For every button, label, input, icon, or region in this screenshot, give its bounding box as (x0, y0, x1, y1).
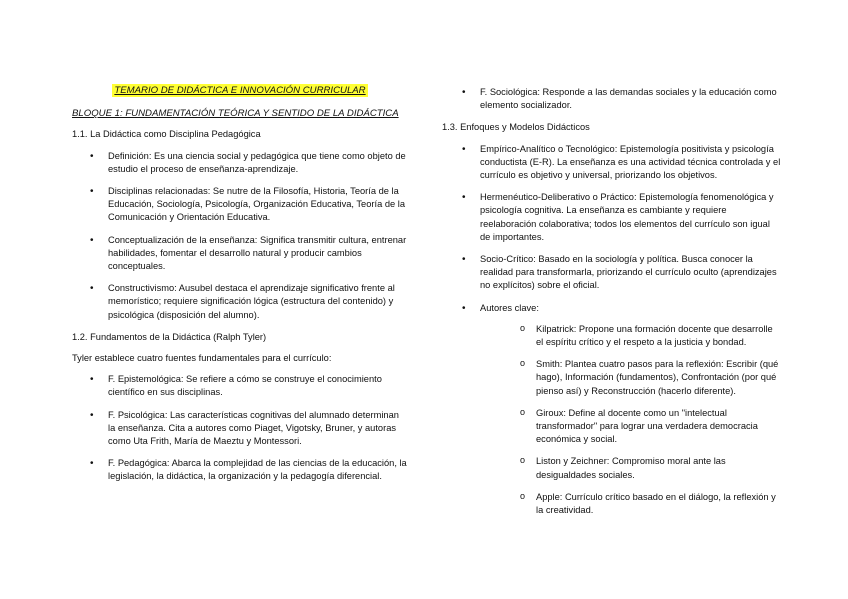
right-column (442, 86, 782, 526)
list-item: • Conceptualización de la enseñanza: Significa transmitir cultura, entrenar habilidades, fomentar el desarrollo natural y producir cambios conceptuales. (72, 234, 408, 274)
author-item: o Liston y Zeichner: Compromiso moral ante las desigualdades sociales. (480, 455, 782, 481)
authors-list (480, 323, 782, 517)
author-item: o Giroux: Define al docente como un "intelectual transformador" para lograr una verdadera democracia económica y social. (480, 407, 782, 447)
intro-paragraph: Tyler establece cuatro fuentes fundamentales para el currículo: (72, 353, 332, 364)
list-1-3 (442, 143, 782, 518)
section-heading-1-3: 1.3. Enfoques y Modelos Didácticos (442, 122, 590, 133)
block-title: BLOQUE 1: FUNDAMENTACIÓN TEÓRICA Y SENTIDO DE LA DIDÁCTICA (72, 108, 399, 120)
list-item: • Empírico-Analítico o Tecnológico: Epistemología positivista y psicología conductista (E-R). La enseñanza es una actividad técnica controlada y el currículo es objetivo y universal, priorizando los objetivos. (442, 143, 782, 183)
list-item: • Socio-Crítico: Basado en la sociología y política. Busca conocer la realidad para transformarla, priorizando el currículo oculto (aprendizajes no explícitos) sobre el oficial. (442, 253, 782, 293)
section-heading-1-2: 1.2. Fundamentos de la Didáctica (Ralph Tyler) (72, 331, 267, 342)
author-item: o Smith: Plantea cuatro pasos para la reflexión: Escribir (qué hago), Información (fundamentos), Confrontación (por qué pienso así) y Reconstrucción (hacerlo diferente). (480, 358, 782, 398)
list-item-authors (442, 302, 782, 518)
authors-label: Autores clave: (480, 302, 539, 313)
list-continued (442, 86, 782, 112)
document-title: TEMARIO DE DIDÁCTICA E INNOVACIÓN CURRICULAR (114, 85, 366, 96)
section-heading-1-1: 1.1. La Didáctica como Disciplina Pedagógica (72, 129, 261, 140)
author-item: o Kilpatrick: Propone una formación docente que desarrolle el espíritu crítico y el respeto a la justicia y bondad. (480, 323, 782, 349)
list-item: • Disciplinas relacionadas: Se nutre de la Filosofía, Historia, Teoría de la Educación, Sociología, Psicología, Organización Educativa, Teoría de la Comunicación y Orientación Educativa. (72, 185, 408, 225)
list-item: • F. Pedagógica: Abarca la complejidad de las ciencias de la educación, la legislación, la didáctica, la organización y la pedagogía diferencial. (72, 457, 408, 483)
left-column (72, 84, 408, 493)
title-wrap (72, 84, 408, 97)
list-item: • Constructivismo: Ausubel destaca el aprendizaje significativo frente al memorístico; requiere significación lógica (estructura del contenido) y psicológica (disposición del alumno). (72, 282, 408, 322)
list-item: • Hermenéutico-Deliberativo o Práctico: Epistemología fenomenológica y psicología cognitiva. La enseñanza es cambiante y requiere reelaboración colaborativa; todos los elementos del currículo son igual de importantes. (442, 191, 782, 244)
author-item: o Apple: Currículo crítico basado en el diálogo, la reflexión y la creatividad. (480, 491, 782, 517)
list-item: • F. Sociológica: Responde a las demandas sociales y la educación como elemento socializador. (442, 86, 782, 112)
list-1-1 (72, 150, 408, 322)
list-item: • Definición: Es una ciencia social y pedagógica que tiene como objeto de estudio el proceso de enseñanza-aprendizaje. (72, 150, 408, 176)
list-1-2 (72, 373, 408, 483)
list-item: • F. Psicológica: Las características cognitivas del alumnado determinan la enseñanza. Cita a autores como Piaget, Vigotsky, Bruner, y autoras como Uta Frith, María de Maeztu y Montessori. (72, 409, 408, 449)
list-item: • F. Epistemológica: Se refiere a cómo se construye el conocimiento científico en sus disciplinas. (72, 373, 408, 399)
